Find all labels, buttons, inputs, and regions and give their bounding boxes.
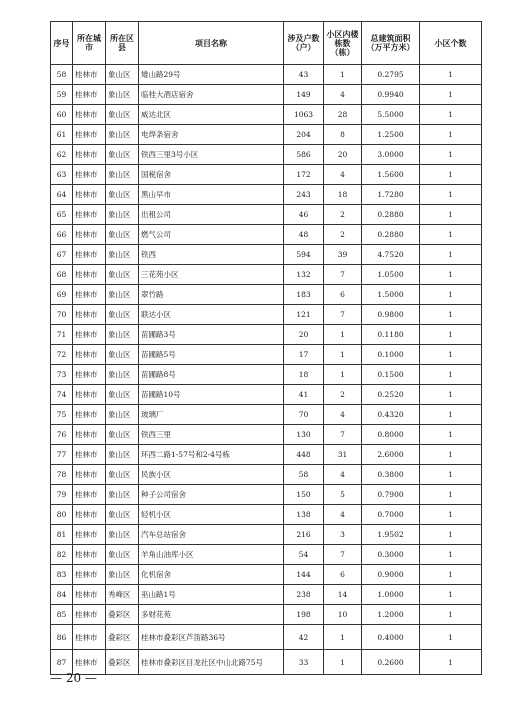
table-cell: 桂林市: [73, 365, 106, 385]
table-cell: 巫山路1号: [139, 585, 284, 605]
table-cell: 58: [284, 465, 324, 485]
table-row: [51, 405, 482, 425]
table-cell: 594: [284, 245, 324, 265]
table-row: [51, 165, 482, 185]
table-cell: 3: [324, 525, 362, 545]
table-cell: 1: [420, 305, 482, 325]
table-row: [51, 545, 482, 565]
table-row: [51, 65, 482, 85]
table-cell: 4: [324, 85, 362, 105]
table-cell: 73: [51, 365, 73, 385]
table-cell: 三花苑小区: [139, 265, 284, 285]
table-cell: 1: [324, 65, 362, 85]
table-cell: 144: [284, 565, 324, 585]
table-cell: 6: [324, 285, 362, 305]
table-cell: 77: [51, 445, 73, 465]
table-cell: 铁西三里3号小区: [139, 145, 284, 165]
table-cell: 1: [420, 405, 482, 425]
table-cell: 桂林市: [73, 605, 106, 625]
header-cell: 小区内楼栋数（栋）: [324, 22, 362, 65]
table-cell: 象山区: [106, 525, 139, 545]
table-cell: 1: [420, 565, 482, 585]
table-cell: 象山区: [106, 505, 139, 525]
table-cell: 象山区: [106, 565, 139, 585]
table-row: [51, 205, 482, 225]
table-cell: 叠彩区: [106, 650, 139, 675]
table-cell: 燃气公司: [139, 225, 284, 245]
table-cell: 8: [324, 125, 362, 145]
table-cell: 桂林市: [73, 185, 106, 205]
table-cell: 68: [51, 265, 73, 285]
table-cell: 243: [284, 185, 324, 205]
table-cell: 苗圃路5号: [139, 345, 284, 365]
table-cell: 桂林市: [73, 125, 106, 145]
table-cell: 7: [324, 305, 362, 325]
table-cell: 轻机小区: [139, 505, 284, 525]
table-cell: 62: [51, 145, 73, 165]
table-cell: 1.9502: [362, 525, 420, 545]
table-cell: 1: [420, 225, 482, 245]
table-cell: 46: [284, 205, 324, 225]
table-cell: 桂林市: [73, 425, 106, 445]
table-cell: 3.0000: [362, 145, 420, 165]
table-cell: 1: [420, 325, 482, 345]
table-cell: 4: [324, 405, 362, 425]
table-cell: 1: [420, 425, 482, 445]
table-cell: 150: [284, 485, 324, 505]
table-cell: 象山区: [106, 365, 139, 385]
table-cell: 33: [284, 650, 324, 675]
table-cell: 象山区: [106, 285, 139, 305]
table-cell: 87: [51, 650, 73, 675]
table-cell: 0.9800: [362, 305, 420, 325]
table-cell: 121: [284, 305, 324, 325]
table-cell: 17: [284, 345, 324, 365]
table-cell: 1: [420, 165, 482, 185]
table-cell: 132: [284, 265, 324, 285]
table-cell: 羊角山油库小区: [139, 545, 284, 565]
table-cell: 31: [324, 445, 362, 465]
table-cell: 1.2000: [362, 605, 420, 625]
table-cell: 1: [324, 650, 362, 675]
table-cell: 80: [51, 505, 73, 525]
table-row: [51, 325, 482, 345]
table-cell: 64: [51, 185, 73, 205]
table-cell: 1: [420, 465, 482, 485]
table-cell: 70: [51, 305, 73, 325]
table-cell: 60: [51, 105, 73, 125]
table-cell: 民族小区: [139, 465, 284, 485]
table-cell: 0.1500: [362, 365, 420, 385]
table-cell: 0.9940: [362, 85, 420, 105]
table-cell: 82: [51, 545, 73, 565]
table-cell: 象山区: [106, 145, 139, 165]
table-cell: 象山区: [106, 265, 139, 285]
table-cell: 桂林市: [73, 525, 106, 545]
table-cell: 1: [420, 245, 482, 265]
table-cell: 桂林市: [73, 225, 106, 245]
table-row: [51, 85, 482, 105]
page-number: — 20 —: [50, 671, 97, 685]
table-cell: 桂林市: [73, 505, 106, 525]
table-row: [51, 385, 482, 405]
table-cell: 翠竹路: [139, 285, 284, 305]
table-cell: 联达小区: [139, 305, 284, 325]
table-cell: 1.0000: [362, 585, 420, 605]
table-cell: 桂林市: [73, 145, 106, 165]
table-cell: 67: [51, 245, 73, 265]
table-cell: 象山区: [106, 165, 139, 185]
table-cell: 4: [324, 465, 362, 485]
table-cell: 1: [324, 325, 362, 345]
header-cell: 序号: [51, 22, 73, 65]
table-cell: 0.2520: [362, 385, 420, 405]
table-cell: 0.3800: [362, 465, 420, 485]
table-cell: 84: [51, 585, 73, 605]
table-cell: 象山区: [106, 465, 139, 485]
table-cell: 72: [51, 345, 73, 365]
table-cell: 75: [51, 405, 73, 425]
table-cell: 化机宿舍: [139, 565, 284, 585]
table-cell: 76: [51, 425, 73, 445]
table-cell: 1.0500: [362, 265, 420, 285]
table-cell: 4.7520: [362, 245, 420, 265]
table-cell: 国税宿舍: [139, 165, 284, 185]
table-cell: 象山区: [106, 105, 139, 125]
table-cell: 20: [284, 325, 324, 345]
table-cell: 桂林市: [73, 105, 106, 125]
table-cell: 43: [284, 65, 324, 85]
header-cell: 涉及户数（户）: [284, 22, 324, 65]
table-cell: 172: [284, 165, 324, 185]
table-cell: 桂林市: [73, 405, 106, 425]
table-cell: 74: [51, 385, 73, 405]
table-cell: 1: [420, 365, 482, 385]
table-cell: 1: [324, 625, 362, 650]
table-cell: 0.2600: [362, 650, 420, 675]
table-cell: 象山区: [106, 185, 139, 205]
table-cell: 铁西三里: [139, 425, 284, 445]
table-cell: 1: [420, 605, 482, 625]
table-cell: 1: [420, 105, 482, 125]
table-cell: 1: [420, 125, 482, 145]
table-cell: 5.5000: [362, 105, 420, 125]
table-cell: 雉山路29号: [139, 65, 284, 85]
table-cell: 1: [420, 205, 482, 225]
table-cell: 象山区: [106, 325, 139, 345]
table-row: [51, 605, 482, 625]
table-cell: 象山区: [106, 305, 139, 325]
table-cell: 1: [420, 145, 482, 165]
table-cell: 黑山早市: [139, 185, 284, 205]
table-cell: 1: [420, 345, 482, 365]
table-row: [51, 465, 482, 485]
table-cell: 20: [324, 145, 362, 165]
table-cell: 1: [324, 345, 362, 365]
table-cell: 0.2880: [362, 205, 420, 225]
table-row: [51, 365, 482, 385]
table-cell: 1: [324, 365, 362, 385]
table-cell: 204: [284, 125, 324, 145]
table-row: [51, 625, 482, 650]
table-cell: 5: [324, 485, 362, 505]
table-cell: 2: [324, 205, 362, 225]
table-cell: 多财花苑: [139, 605, 284, 625]
table-cell: 238: [284, 585, 324, 605]
table-cell: 14: [324, 585, 362, 605]
table-cell: 28: [324, 105, 362, 125]
table-cell: 79: [51, 485, 73, 505]
table-cell: 秀峰区: [106, 585, 139, 605]
table-cell: 1: [420, 265, 482, 285]
table-cell: 象山区: [106, 85, 139, 105]
table-cell: 39: [324, 245, 362, 265]
table-cell: 桂林市: [73, 345, 106, 365]
table-cell: 10: [324, 605, 362, 625]
table-cell: 2: [324, 385, 362, 405]
table-cell: 桂林市: [73, 65, 106, 85]
table-cell: 138: [284, 505, 324, 525]
header-cell: 项目名称: [139, 22, 284, 65]
table-cell: 7: [324, 545, 362, 565]
table-cell: 0.7900: [362, 485, 420, 505]
table-cell: 象山区: [106, 485, 139, 505]
header-cell: 小区个数: [420, 22, 482, 65]
table-body: [51, 65, 482, 675]
table-cell: 象山区: [106, 445, 139, 465]
table-row: [51, 265, 482, 285]
table-cell: 48: [284, 225, 324, 245]
table-row: [51, 565, 482, 585]
table-row: [51, 245, 482, 265]
table-cell: 汽车总站宿舍: [139, 525, 284, 545]
table-cell: 桂林市: [73, 325, 106, 345]
table-cell: 桂林市: [73, 385, 106, 405]
table-cell: 0.4000: [362, 625, 420, 650]
table-cell: 1.5000: [362, 285, 420, 305]
table-cell: 桂林市: [73, 85, 106, 105]
table-row: [51, 425, 482, 445]
table-cell: 0.1180: [362, 325, 420, 345]
table-cell: 电焊条宿舍: [139, 125, 284, 145]
table-cell: 1: [420, 485, 482, 505]
table-cell: 448: [284, 445, 324, 465]
table-cell: 149: [284, 85, 324, 105]
table-cell: 69: [51, 285, 73, 305]
table-cell: 70: [284, 405, 324, 425]
table-cell: 桂林市: [73, 625, 106, 650]
table-row: [51, 650, 482, 675]
table-cell: 叠彩区: [106, 605, 139, 625]
table-cell: 桂林市: [73, 485, 106, 505]
table-cell: 66: [51, 225, 73, 245]
table-cell: 81: [51, 525, 73, 545]
table-cell: 61: [51, 125, 73, 145]
table-cell: 铁西: [139, 245, 284, 265]
table-cell: 1: [420, 585, 482, 605]
table-cell: 桂林市: [73, 445, 106, 465]
table-cell: 1: [420, 525, 482, 545]
header-cell: 总建筑面积（万平方米）: [362, 22, 420, 65]
table-row: [51, 285, 482, 305]
table-cell: 41: [284, 385, 324, 405]
table-cell: 象山区: [106, 205, 139, 225]
header-cell: 所在城市: [73, 22, 106, 65]
table-cell: 216: [284, 525, 324, 545]
table-cell: 183: [284, 285, 324, 305]
table-cell: 0.4320: [362, 405, 420, 425]
table-cell: 桂林市: [73, 545, 106, 565]
table-row: [51, 525, 482, 545]
table-cell: 6: [324, 565, 362, 585]
table-cell: 象山区: [106, 425, 139, 445]
table-cell: 4: [324, 165, 362, 185]
table-cell: 苗圃路8号: [139, 365, 284, 385]
table-cell: 0.2795: [362, 65, 420, 85]
table-cell: 桂林市叠彩区目龙社区中山北路75号: [139, 650, 284, 675]
table-row: [51, 505, 482, 525]
table-cell: 586: [284, 145, 324, 165]
table-row: [51, 225, 482, 245]
table-cell: 1: [420, 445, 482, 465]
table-cell: 2: [324, 225, 362, 245]
table-cell: 78: [51, 465, 73, 485]
table-cell: 象山区: [106, 345, 139, 365]
table-cell: 130: [284, 425, 324, 445]
table-cell: 桂林市: [73, 305, 106, 325]
table-row: [51, 305, 482, 325]
table-cell: 1.7280: [362, 185, 420, 205]
table-row: [51, 105, 482, 125]
table-cell: 苗圃路10号: [139, 385, 284, 405]
table-cell: 象山区: [106, 385, 139, 405]
table-cell: 出租公司: [139, 205, 284, 225]
table-cell: 临桂大酒店宿舍: [139, 85, 284, 105]
table-cell: 1.5600: [362, 165, 420, 185]
table-cell: 54: [284, 545, 324, 565]
table-cell: 1: [420, 385, 482, 405]
table-row: [51, 345, 482, 365]
table-cell: 1: [420, 185, 482, 205]
table-cell: 59: [51, 85, 73, 105]
table-cell: 桂林市: [73, 265, 106, 285]
table-cell: 象山区: [106, 65, 139, 85]
table-row: [51, 185, 482, 205]
table-cell: 0.7000: [362, 505, 420, 525]
table-cell: 1: [420, 85, 482, 105]
table-cell: 42: [284, 625, 324, 650]
table-cell: 65: [51, 205, 73, 225]
table-cell: 1.2500: [362, 125, 420, 145]
table-row: [51, 485, 482, 505]
header-cell: 所在区县: [106, 22, 139, 65]
table-cell: 桂林市: [73, 285, 106, 305]
table-cell: 1: [420, 545, 482, 565]
table-cell: 1: [420, 625, 482, 650]
table-cell: 0.8000: [362, 425, 420, 445]
table-cell: 2.6000: [362, 445, 420, 465]
table-cell: 1: [420, 285, 482, 305]
table-cell: 0.9000: [362, 565, 420, 585]
housing-table: [50, 21, 482, 675]
table-cell: 1063: [284, 105, 324, 125]
table-cell: 0.1000: [362, 345, 420, 365]
table-cell: 7: [324, 425, 362, 445]
table-cell: 威达北区: [139, 105, 284, 125]
header-row: [51, 22, 482, 65]
table-cell: 桂林市: [73, 585, 106, 605]
table-cell: 85: [51, 605, 73, 625]
table-cell: 58: [51, 65, 73, 85]
table-cell: 71: [51, 325, 73, 345]
table-row: [51, 445, 482, 465]
table-cell: 0.2880: [362, 225, 420, 245]
table-cell: 1: [420, 650, 482, 675]
table-cell: 象山区: [106, 545, 139, 565]
table-cell: 环西二路1-57号和2-4号栋: [139, 445, 284, 465]
table-cell: 86: [51, 625, 73, 650]
table-cell: 83: [51, 565, 73, 585]
table-cell: 0.3000: [362, 545, 420, 565]
table-cell: 7: [324, 265, 362, 285]
table-cell: 桂林市: [73, 245, 106, 265]
table-cell: 63: [51, 165, 73, 185]
table-cell: 象山区: [106, 245, 139, 265]
table-row: [51, 585, 482, 605]
table-cell: 象山区: [106, 225, 139, 245]
table-cell: 桂林市: [73, 650, 106, 675]
table-cell: 象山区: [106, 125, 139, 145]
table-cell: 象山区: [106, 405, 139, 425]
table-row: [51, 125, 482, 145]
table-cell: 种子公司宿舍: [139, 485, 284, 505]
table-cell: 1: [420, 65, 482, 85]
table-cell: 198: [284, 605, 324, 625]
table-cell: 18: [284, 365, 324, 385]
table-cell: 桂林市叠彩区芦笛路36号: [139, 625, 284, 650]
table-cell: 苗圃路3号: [139, 325, 284, 345]
table-cell: 桂林市: [73, 205, 106, 225]
table-cell: 玻璃厂: [139, 405, 284, 425]
table-cell: 桂林市: [73, 565, 106, 585]
table-cell: 桂林市: [73, 465, 106, 485]
table-cell: 18: [324, 185, 362, 205]
table-cell: 桂林市: [73, 165, 106, 185]
table-cell: 1: [420, 505, 482, 525]
table-cell: 叠彩区: [106, 625, 139, 650]
table-row: [51, 145, 482, 165]
table-cell: 4: [324, 505, 362, 525]
